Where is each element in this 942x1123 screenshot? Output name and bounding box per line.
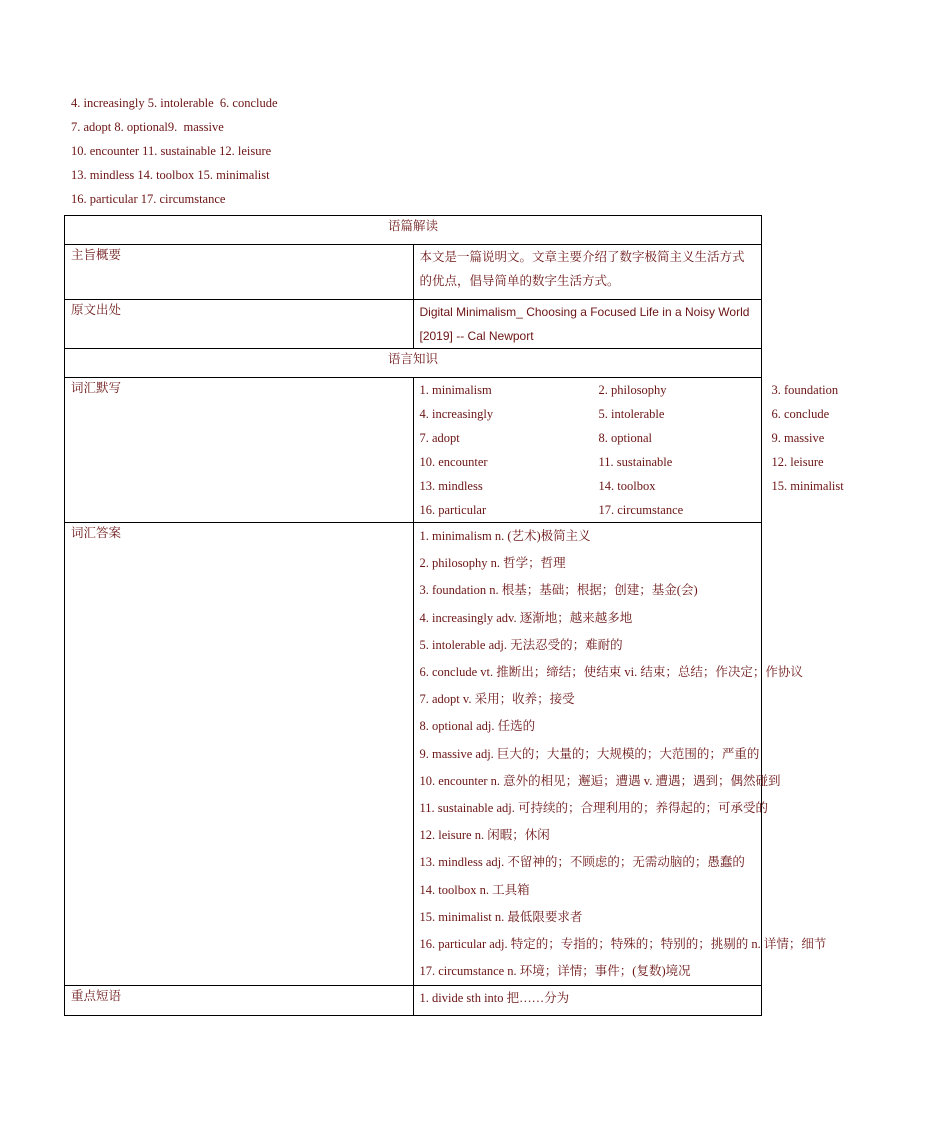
answer-line: 4. increasingly 5. intolerable 6. conclude (71, 96, 278, 110)
answer-item: 15. minimalist n. 最低限要求者 (419, 909, 583, 924)
source-label: 原文出处 (65, 300, 414, 349)
answer-item: 10. encounter n. 意外的相见；邂逅；遭遇 v. 遭遇；遇到；偶然碰到 (419, 773, 781, 788)
vocab-item: 2. philosophy (598, 383, 667, 397)
source-text: Digital Minimalism_ Choosing a Focused Life in a Noisy World [2019] -- Cal Newport (413, 300, 762, 349)
answer-item: 2. philosophy n. 哲学；哲理 (419, 556, 566, 571)
vocab-answers-list (419, 523, 827, 985)
answer-item: 5. intolerable adj. 无法忍受的；难耐的 (419, 637, 623, 652)
vocab-item: 6. conclude (771, 407, 830, 421)
answer-line: 13. mindless 14. toolbox 15. minimalist (71, 168, 270, 182)
answer-line: 10. encounter 11. sustainable 12. leisure (71, 144, 272, 158)
answer-item: 6. conclude vt. 推断出；缔结；使结束 vi. 结束；总结；作决定；作协议 (419, 665, 803, 680)
section-title-language: 语言知识 (65, 349, 762, 378)
vocab-item: 1. minimalism (419, 383, 492, 397)
key-phrases-label: 重点短语 (65, 986, 414, 1016)
vocab-item: 13. mindless (419, 479, 483, 493)
vocab-grid (419, 378, 844, 522)
vocab-item: 7. adopt (419, 431, 460, 445)
vocab-item: 11. sustainable (598, 455, 673, 469)
vocab-item: 14. toolbox (598, 479, 656, 493)
answer-item: 17. circumstance n. 环境；详情；事件；(复数)境况 (419, 964, 691, 979)
vocab-item: 3. foundation (771, 383, 839, 397)
answer-line: 16. particular 17. circumstance (71, 192, 226, 206)
answer-item: 13. mindless adj. 不留神的；不顾虑的；无需动脑的；愚蠢的 (419, 855, 745, 870)
answer-item: 9. massive adj. 巨大的；大量的；大规模的；大范围的；严重的 (419, 746, 760, 761)
vocab-item: 4. increasingly (419, 407, 494, 421)
vocab-item: 8. optional (598, 431, 652, 445)
vocab-item: 12. leisure (771, 455, 824, 469)
vocab-item (772, 498, 942, 522)
answer-item: 12. leisure n. 闲暇；休闲 (419, 828, 550, 843)
vocab-answers-label: 词汇答案 (65, 523, 414, 986)
reading-analysis-table (64, 215, 844, 1016)
vocab-item: 10. encounter (419, 455, 488, 469)
answer-item: 8. optional adj. 任选的 (419, 719, 536, 734)
answer-item: 4. increasingly adv. 逐渐地；越来越多地 (419, 610, 633, 625)
answer-item: 11. sustainable adj. 可持续的；合理利用的；养得起的；可承受的 (419, 801, 768, 816)
answer-item: 16. particular adj. 特定的；专指的；特殊的；特别的；挑剔的 n. 详情；细节 (419, 937, 827, 952)
vocab-item: 5. intolerable (598, 407, 665, 421)
answer-item: 14. toolbox n. 工具箱 (419, 882, 530, 897)
summary-label: 主旨概要 (65, 245, 414, 300)
vocab-item: 9. massive (771, 431, 825, 445)
summary-text: 本文是一篇说明文。文章主要介绍了数字极简主义生活方式的优点，倡导简单的数字生活方式。 (413, 245, 762, 300)
vocab-item: 15. minimalist (771, 479, 844, 493)
answer-item: 3. foundation n. 根基；基础；根据；创建；基金(会) (419, 583, 698, 598)
vocab-dictation-label: 词汇默写 (65, 378, 414, 523)
section-title-discourse: 语篇解读 (65, 216, 762, 245)
vocab-item: 16. particular (419, 503, 487, 517)
vocab-dictation-cell (413, 378, 844, 523)
vocab-item: 17. circumstance (598, 503, 684, 517)
answer-item: 7. adopt v. 采用；收养；接受 (419, 692, 575, 707)
vocab-answers-cell (413, 523, 827, 986)
answer-item: 1. minimalism n. (艺术)极简主义 (419, 529, 591, 543)
key-phrases-text: 1. divide sth into 把……分为 (413, 986, 762, 1016)
answer-line: 7. adopt 8. optional9. massive (71, 120, 224, 134)
